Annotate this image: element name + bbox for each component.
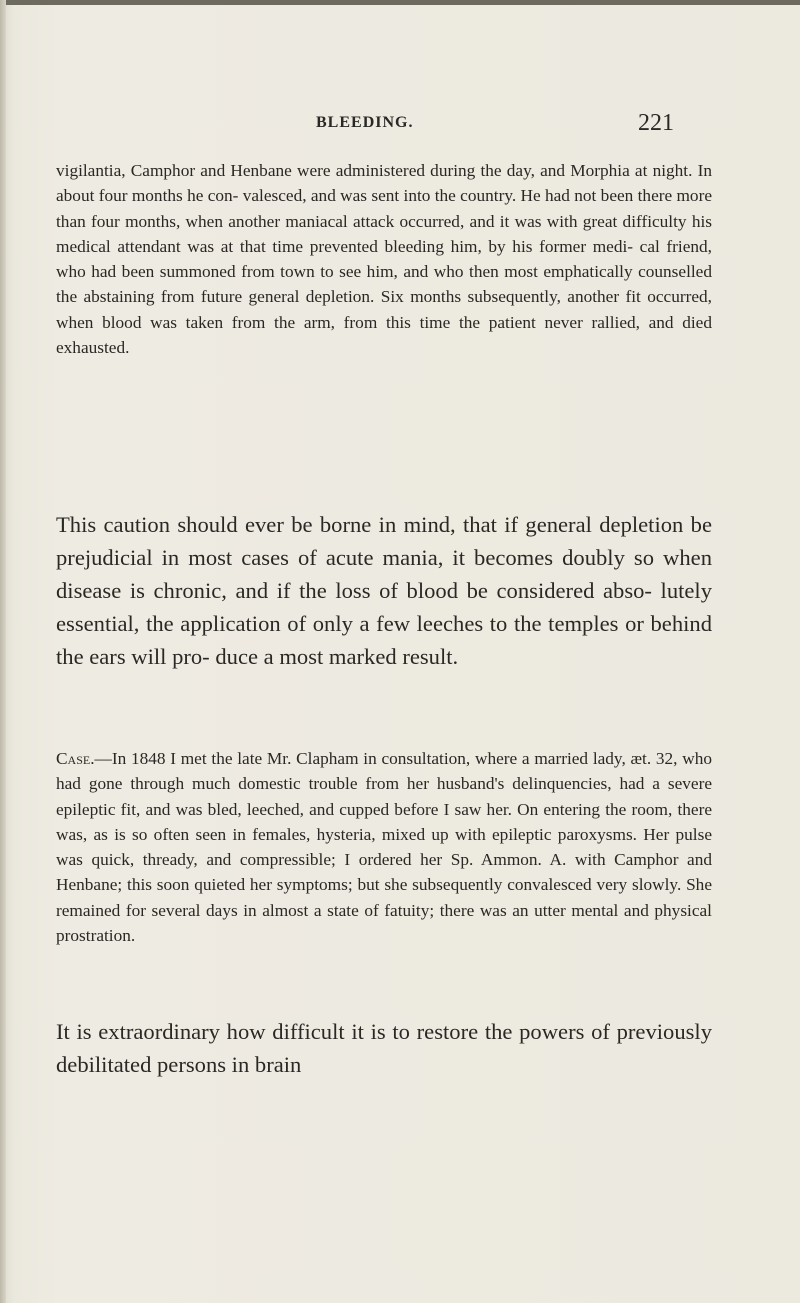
- paragraph-caution: [56, 508, 712, 673]
- paragraph-case-1848: [56, 746, 712, 948]
- paragraph-caution-text: This caution should ever be borne in mind, that if general depletion be prejudicial in most cases of acute mania, it becomes doubly so when disease is chronic, and if the loss of blood be considered abso- lutely essential, the application of only a few leeches to the temples or behind the ears will pro- duce a most marked result.: [56, 512, 712, 669]
- paragraph-case-continuation: vigilantia, Camphor and Henbane were administered during the day, and Morphia at night. In about four months he con- valesced, and was sent into the country. He had not been there more than four months, when another maniacal attack occurred, and it was with great difficulty his medical attendant was at that time prevented bleeding him, by his former medi- cal friend, who had been summoned from town to see him, and who then most emphatically counselled the abstaining from future general depletion. Six months subsequently, another fit occurred, when blood was taken from the arm, from this time the patient never rallied, and died exhausted.: [56, 161, 712, 358]
- running-head-title: BLEEDING.: [316, 114, 414, 131]
- paragraph-case-1848-text: —In 1848 I met the late Mr. Clapham in consultation, where a married lady, æt. 32, who had gone through much domestic trouble from her husband's delinquencies, had a severe epileptic fit, and was bled, leeched, and cupped before I saw her. On entering the room, there was, as is so often seen in females, hysteria, mixed up with epileptic paroxysms. Her pulse was quick, thready, and compressible; I ordered her Sp. Ammon. A. with Camphor and Henbane; this soon quieted her symptoms; but she subsequently convalesced very slowly. She remained for several days in almost a state of fatuity; there was an utter mental and physical prostration.: [56, 749, 712, 946]
- case-label: Case.: [56, 749, 95, 768]
- running-head: [0, 110, 800, 142]
- page-top-edge: [0, 0, 800, 5]
- page-binding-edge: [0, 0, 6, 1303]
- page-number: 221: [638, 110, 674, 136]
- paragraph-restoration: It is extraordinary how difficult it is to restore the powers of previously debilitated persons in brain: [56, 1019, 712, 1077]
